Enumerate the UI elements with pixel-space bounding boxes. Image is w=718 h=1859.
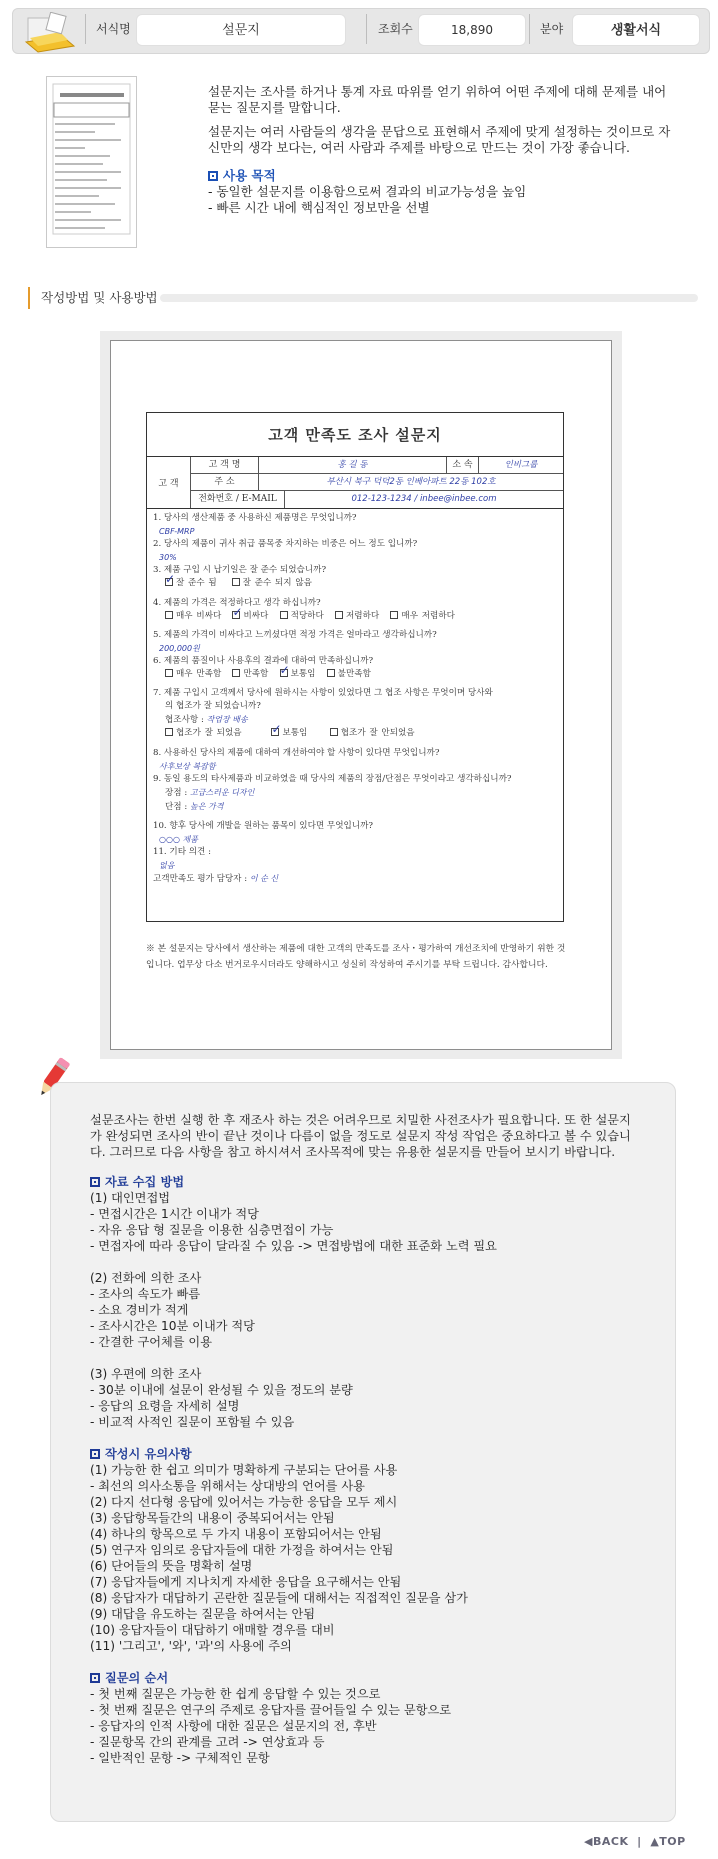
order-heading: 질문의 순서 — [90, 1670, 640, 1686]
question-1: 1. 당사의 생산제품 중 사용하신 제품명은 무엇입니까? — [153, 513, 357, 523]
address-label: 주 소 — [191, 474, 259, 490]
square-bullet-icon — [90, 1449, 100, 1459]
question-3: 3. 제품 구입 시 납기일은 잘 준수 되었습니까? — [153, 565, 327, 576]
checkbox[interactable] — [280, 611, 288, 619]
phone-value: 012-123-1234 / inbee@inbee.com — [351, 494, 497, 504]
question-4: 4. 제품의 가격은 적정하다고 생각 하십니까? — [153, 597, 321, 608]
checkbox-checked[interactable] — [232, 611, 240, 619]
question-8: 8. 사용하신 당사의 제품에 대하여 개선하여야 할 사항이 있다면 무엇입니까? — [153, 747, 440, 758]
arrow-left-icon: ◀ — [584, 1835, 593, 1848]
checkbox[interactable] — [390, 611, 398, 619]
checkbox[interactable] — [232, 669, 240, 677]
category-label: 분야 — [540, 22, 564, 36]
back-link[interactable]: ◀BACK — [584, 1835, 629, 1848]
q9-pro: 장점 : 고급스러운 디자인 — [165, 787, 255, 798]
question-7-cont: 의 협조가 잘 되었습니까? — [165, 701, 261, 712]
customer-label: 고 객 — [147, 457, 191, 508]
purpose-item: - 빠른 시간 내에 핵심적인 정보만을 선별 — [208, 200, 430, 215]
name-value: 홍 길 동 — [259, 457, 447, 473]
q6-options: 매우 만족함 만족함 ✓ 보통임 불만족함 — [153, 668, 549, 681]
caution-heading: 작성시 유의사항 — [90, 1446, 640, 1462]
question-10: 10. 향후 당사에 개발을 원하는 품목이 있다면 무엇입니까? — [153, 820, 374, 831]
form-name-value: 설문지 — [136, 14, 346, 46]
checkbox[interactable] — [165, 728, 173, 736]
name-label: 고 객 명 — [191, 457, 259, 473]
q7-options: 협조가 잘 되었음 ✓ 보통임 협조가 잘 안되었음 — [153, 727, 549, 740]
folder-logo-icon — [22, 12, 80, 54]
questions — [147, 509, 563, 886]
intro-text — [208, 84, 678, 216]
checkbox-checked[interactable] — [280, 669, 288, 677]
purpose-heading: 사용 목적 — [208, 168, 678, 184]
q4-options: 매우 비싸다 ✓ 비싸다 적당하다 저렴하다 매우 저렴하다 — [153, 610, 549, 623]
question-7: 7. 제품 구입시 고객께서 당사에 원하시는 사항이 있었다면 그 협조 사항은 무엇이며 당사와 — [153, 688, 493, 699]
survey-form — [146, 412, 564, 922]
answer-10: ○○○ 제품 — [159, 835, 198, 845]
question-5: 5. 제품의 가격이 비싸다고 느끼셨다면 적정 가격은 얼마라고 생각하십니까? — [153, 629, 437, 640]
square-bullet-icon — [90, 1177, 100, 1187]
section-divider — [160, 294, 698, 302]
collect-heading: 자료 수집 방법 — [90, 1174, 640, 1190]
guide-text — [90, 1112, 640, 1766]
top-link[interactable]: ▲TOP — [650, 1835, 686, 1848]
collect-group-3: (3) 우편에 의한 조사 - 30분 이내에 설문이 완성될 수 있을 정도의 분량 - 응답의 요령을 자세히 설명 - 비교적 사적인 질문이 포함될 수 있음 — [90, 1367, 353, 1429]
question-6: 6. 제품의 품질이나 사용후의 결과에 대하여 만족하십니까? — [153, 655, 374, 666]
form-thumbnail[interactable] — [46, 76, 137, 248]
question-9: 9. 동일 용도의 타사제품과 비교하였을 때 당사의 제품의 장점/단점은 무엇이라고 생각하십니까? — [153, 773, 512, 784]
checkbox-checked[interactable] — [271, 728, 279, 736]
q3-options: ✓잘 준수 됨 잘 준수 되지 않음 — [153, 577, 549, 590]
rater-line: 고객만족도 평가 담당자 : 이 순 신 — [153, 874, 279, 885]
answer-5: 200,000원 — [159, 643, 200, 653]
order-list: - 첫 번째 질문은 가능한 한 쉽게 응답할 수 있는 것으로 - 첫 번째 질문은 연구의 주제로 응답자를 끌어들일 수 있는 문항으로 - 응답자의 인적 사항에 대한 질문은 설문지의 전, 후반 - 질문항목 간의 관계를 고려 -> 연상효과 등 - 일반적인 문항 -> 구체적인 문항 — [90, 1687, 452, 1765]
collect-group-2: (2) 전화에 의한 조사 - 조사의 속도가 빠름 - 소요 경비가 적게 - 조사시간은 10분 이내가 적당 - 간결한 구어체를 이용 — [90, 1271, 255, 1349]
intro-paragraph-1: 설문지는 조사를 하거나 통계 자료 따위를 얻기 위하여 어떤 주제에 대해 문제를 내어 묻는 질문지를 말합니다. — [208, 84, 667, 115]
checkbox[interactable] — [327, 669, 335, 677]
answer-8: 사후보상 복잡함 — [159, 761, 216, 771]
section-title: 작성방법 및 사용방법 — [28, 287, 158, 309]
square-bullet-icon — [208, 171, 218, 181]
answer-1: CBF-MRP — [159, 527, 195, 537]
square-bullet-icon — [90, 1673, 100, 1683]
checkbox[interactable] — [165, 669, 173, 677]
checkbox[interactable] — [232, 578, 240, 586]
purpose-item: - 동일한 설문지를 이용함으로써 결과의 비교가능성을 높임 — [208, 184, 527, 199]
views-value: 18,890 — [418, 14, 526, 46]
address-value: 부산시 북구 덕덕2동 인베아파트 22동 102호 — [326, 477, 496, 487]
guide-intro: 설문조사는 한번 실행 한 후 재조사 하는 것은 어려우므로 치밀한 사전조사가 필요합니다. 또 한 설문지가 완성되면 조사의 반이 끝난 것이나 다름이 없을 정도로 설문지 작성 작업은 중요하다고 볼 수 있습니다. 그러므로 다음 사항을 참고 하시셔서 조사목적에 맞는 유용한 설문지를 만들어 보시기 바랍니다. — [90, 1113, 631, 1159]
phone-label: 전화번호 / E-MAIL — [191, 491, 285, 508]
answer-2: 30% — [159, 553, 177, 563]
checkbox[interactable] — [165, 611, 173, 619]
affil-label: 소 속 — [447, 457, 479, 473]
arrow-up-icon: ▲ — [650, 1835, 660, 1848]
checkbox[interactable] — [330, 728, 338, 736]
form-name-label: 서식명 — [96, 22, 131, 36]
survey-form-title: 고객 만족도 조사 설문지 — [147, 413, 563, 457]
checkbox-checked[interactable] — [165, 578, 173, 586]
checkbox[interactable] — [335, 611, 343, 619]
affil-value: 인비그룹 — [504, 460, 538, 470]
footer-nav: ◀BACK | ▲TOP — [584, 1835, 686, 1848]
question-2: 2. 당사의 제품이 귀사 취급 품목중 차지하는 비중은 어느 정도 입니까? — [153, 539, 418, 550]
customer-info-table — [147, 457, 563, 509]
intro-paragraph-2: 설문지는 여러 사람들의 생각을 문답으로 표현해서 주제에 맞게 설정하는 것이므로 자신만의 생각 보다는, 여러 사람과 주제를 바탕으로 만드는 것이 가장 좋습니다. — [208, 124, 671, 155]
views-label: 조회수 — [378, 22, 413, 36]
collect-group-1: (1) 대인면접법 - 면접시간은 1시간 이내가 적당 - 자유 응답 형 질문을 이용한 심층면접이 가능 - 면접자에 따라 응답이 달라질 수 있음 -> 면접방법에 대한 표준화 노력 필요 — [90, 1191, 497, 1253]
form-note: ※ 본 설문지는 당사에서 생산하는 제품에 대한 고객의 만족도를 조사・평가하여 개선조치에 반영하기 위한 것입니다. 업무상 다소 번거로우시더라도 양해하시고 성실히 작성하여 주시기를 부탁 드립니다. 감사합니다. — [146, 944, 566, 970]
q9-con: 단점 : 높은 가격 — [165, 801, 224, 812]
answer-11: 없음 — [159, 861, 175, 871]
q7-coop: 협조사항 : 작업장 배송 — [165, 715, 248, 726]
question-11: 11. 기타 의견 : — [153, 847, 211, 858]
caution-list: (1) 가능한 한 쉽고 의미가 명확하게 구분되는 단어를 사용 - 최선의 의사소통을 위해서는 상대방의 언어를 사용 (2) 다지 선다형 응답에 있어서는 가능한 응답을 모두 제시 (3) 응답항목들간의 내용이 중복되어서는 안됨 (4) 하나의 항목으로 두 가지 내용이 포함되어서는 안됨 (5) 연구자 임의로 응답자들에 대한 가정을 하여서는 안됨 (6) 단어들의 뜻을 명확히 설명 (7) 응답자들에게 지나치게 자세한 응답을 요구해서는 안됨 (8) 응답자가 대답하기 곤란한 질문들에 대해서는 직접적인 질문을 삼가 (9) 대답을 유도하는 질문을 하여서는 안됨 (10) 응답자들이 대답하기 애매할 경우를 대비 (11) '그리고', '와', '과'의 사용에 주의 — [90, 1463, 468, 1653]
category-value: 생활서식 — [572, 14, 700, 46]
